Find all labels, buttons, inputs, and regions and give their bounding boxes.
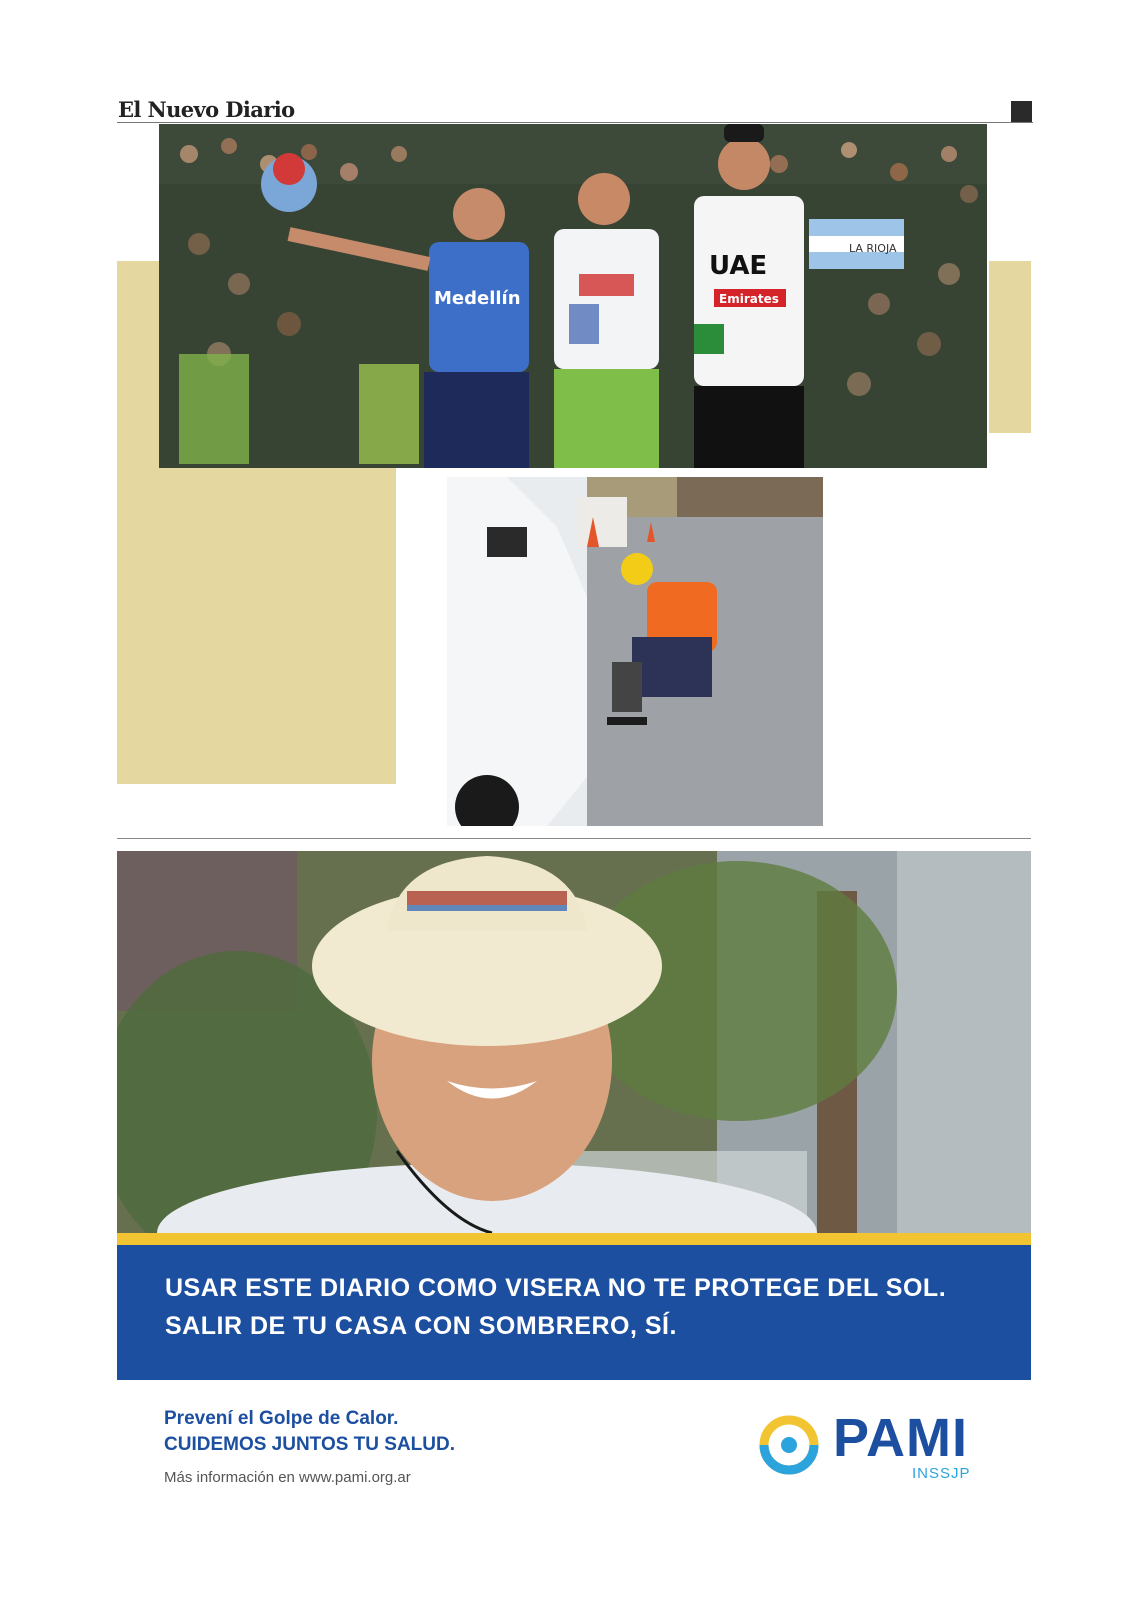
pami-brand-sub: INSSJP <box>912 1465 971 1482</box>
pami-brand: PAMI <box>833 1408 968 1468</box>
beige-block-right <box>989 261 1031 433</box>
ad-tagline-2: CUIDEMOS JUNTOS TU SALUD. <box>164 1434 456 1455</box>
page-marker <box>1011 101 1032 122</box>
ad-headline-line1: USAR ESTE DIARIO COMO VISERA NO TE PROTEGE DEL SOL. <box>165 1274 947 1302</box>
newspaper-masthead: El Nuevo Diario <box>118 97 295 122</box>
rider1-jersey-text: Medellín <box>434 288 521 309</box>
ad-headline <box>165 1269 946 1345</box>
pami-logo-icon <box>758 1414 820 1476</box>
rider3-jersey-sponsor: Emirates <box>719 292 779 306</box>
street-worker-photo <box>447 477 823 826</box>
ad-tagline-1: Prevení el Golpe de Calor. <box>164 1408 399 1429</box>
ad-woman-hat-photo <box>117 851 1031 1233</box>
ad-yellow-stripe <box>117 1233 1031 1245</box>
header-divider <box>117 122 1033 123</box>
cyclists-podium-photo <box>159 124 987 468</box>
section-divider <box>117 838 1031 839</box>
rider3-jersey-team: UAE <box>709 251 768 281</box>
ad-headline-line2: SALIR DE TU CASA CON SOMBRERO, SÍ. <box>165 1312 677 1340</box>
banner-text: LA RIOJA <box>849 242 897 255</box>
ad-headline-banner <box>117 1245 1031 1380</box>
ad-info-link[interactable]: Más información en www.pami.org.ar <box>164 1469 411 1486</box>
